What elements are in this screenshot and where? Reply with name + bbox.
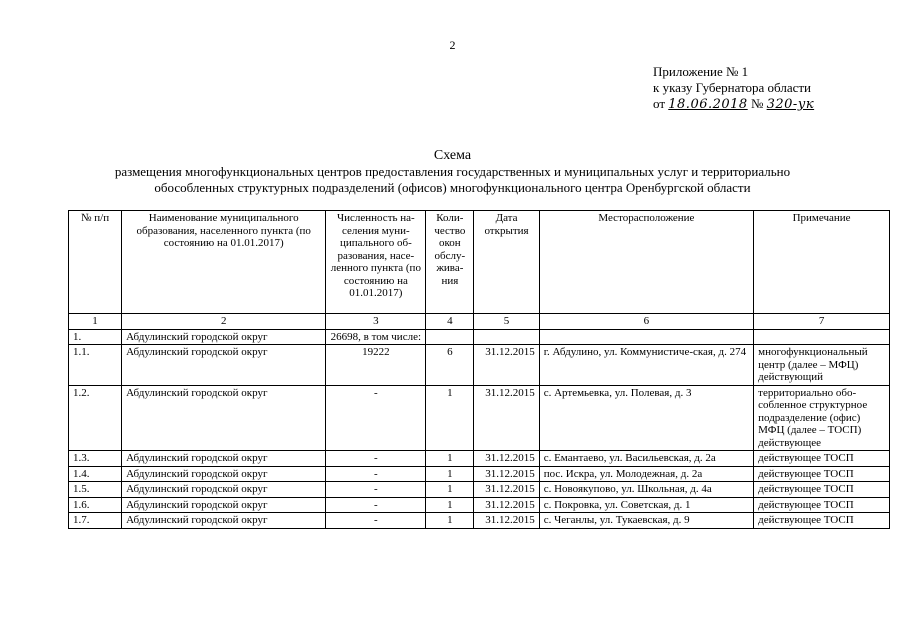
row-name: Абдулинский городской округ (122, 482, 326, 498)
row-date: 31.12.2015 (474, 466, 539, 482)
row-num: 1.7. (69, 513, 122, 529)
row-note: действующее ТОСП (754, 513, 890, 529)
row-windows: 1 (426, 482, 474, 498)
row-location: пос. Искра, ул. Молодежная, д. 2а (539, 466, 753, 482)
colnum-1: 1 (69, 314, 122, 330)
row-num: 1.1. (69, 345, 122, 386)
row-num: 1. (69, 329, 122, 345)
row-name: Абдулинский городской округ (122, 497, 326, 513)
header-note: Примечание (754, 211, 890, 314)
table-row (69, 345, 890, 386)
row-location: г. Абдулино, ул. Коммунистиче-ская, д. 274 (539, 345, 753, 386)
row-num: 1.4. (69, 466, 122, 482)
row-note: территориально обо-собленное структурное подразделение (офис) МФЦ (далее – ТОСП) действующее (754, 385, 890, 451)
row-name: Абдулинский городской округ (122, 385, 326, 451)
row-population: - (326, 482, 426, 498)
table-row (69, 466, 890, 482)
appendix-title: Приложение № 1 (653, 64, 749, 79)
row-note: действующее ТОСП (754, 497, 890, 513)
colnum-5: 5 (474, 314, 539, 330)
header-date: Дата открытия (474, 211, 539, 314)
row-date: 31.12.2015 (474, 385, 539, 451)
row-date: 31.12.2015 (474, 497, 539, 513)
appendix-block (653, 64, 814, 113)
row-name: Абдулинский городской округ (122, 329, 326, 345)
title-heading: Схема (433, 148, 472, 163)
row-name: Абдулинский городской округ (122, 345, 326, 386)
row-date: 31.12.2015 (474, 451, 539, 467)
table-row (69, 451, 890, 467)
colnum-6: 6 (539, 314, 753, 330)
row-num: 1.3. (69, 451, 122, 467)
row-name: Абдулинский городской округ (122, 451, 326, 467)
row-population: - (326, 497, 426, 513)
row-population: - (326, 513, 426, 529)
row-note: действующее ТОСП (754, 451, 890, 467)
row-name: Абдулинский городской округ (122, 466, 326, 482)
row-name: Абдулинский городской округ (122, 513, 326, 529)
row-population: 26698, в том числе: (326, 329, 426, 345)
colnum-7: 7 (754, 314, 890, 330)
header-windows: Коли-чество окон обслу-жива-ния (426, 211, 474, 314)
table-header-row (69, 211, 890, 314)
mfc-table (68, 210, 890, 529)
from-label: от (653, 96, 666, 111)
colnum-3: 3 (326, 314, 426, 330)
title-line-3: обособленных структурных подразделений (офисов) многофункционального центра Оренбургской области (154, 180, 751, 195)
colnum-4: 4 (426, 314, 474, 330)
row-location: с. Чеганлы, ул. Тукаевская, д. 9 (539, 513, 753, 529)
header-population: Численность на-селения муни-ципального об-разования, насе-ленного пункта (по состоянию на 01.01.2017) (326, 211, 426, 314)
handwritten-date: 18.06.2018 (668, 97, 748, 112)
row-date: 31.12.2015 (474, 345, 539, 386)
appendix-subtitle: к указу Губернатора области (653, 80, 812, 95)
table-row (69, 497, 890, 513)
row-windows: 6 (426, 345, 474, 386)
row-windows (426, 329, 474, 345)
row-date: 31.12.2015 (474, 482, 539, 498)
row-location: с. Покровка, ул. Советская, д. 1 (539, 497, 753, 513)
row-windows: 1 (426, 466, 474, 482)
row-windows: 1 (426, 451, 474, 467)
row-date: 31.12.2015 (474, 513, 539, 529)
row-location: с. Новоякупово, ул. Школьная, д. 4а (539, 482, 753, 498)
header-name: Наименование муниципального образования, населенного пункта (по состоянию на 01.01.2017) (122, 211, 326, 314)
header-location: Месторасположение (539, 211, 753, 314)
row-windows: 1 (426, 497, 474, 513)
row-note: действующее ТОСП (754, 482, 890, 498)
row-num: 1.2. (69, 385, 122, 451)
row-population: 19222 (326, 345, 426, 386)
row-num: 1.6. (69, 497, 122, 513)
table-row (69, 513, 890, 529)
page-number: 2 (449, 38, 456, 52)
row-date (474, 329, 539, 345)
table-row (69, 482, 890, 498)
row-population: - (326, 466, 426, 482)
row-note: действующее ТОСП (754, 466, 890, 482)
row-location (539, 329, 753, 345)
column-number-row (69, 314, 890, 330)
row-note (754, 329, 890, 345)
title-line-2: размещения многофункциональных центров предоставления государственных и муниципальных услуг и территориально (114, 164, 791, 179)
handwritten-number: 320-ук (766, 97, 815, 112)
row-population: - (326, 385, 426, 451)
table-row (69, 329, 890, 345)
row-num: 1.5. (69, 482, 122, 498)
row-windows: 1 (426, 385, 474, 451)
header-num: № п/п (69, 211, 122, 314)
row-location: с. Емантаево, ул. Васильевская, д. 2а (539, 451, 753, 467)
row-note: многофункциональный центр (далее – МФЦ) действующий (754, 345, 890, 386)
row-location: с. Артемьевка, ул. Полевая, д. 3 (539, 385, 753, 451)
row-population: - (326, 451, 426, 467)
table-row (69, 385, 890, 451)
appendix-date-line (653, 96, 814, 113)
row-windows: 1 (426, 513, 474, 529)
colnum-2: 2 (122, 314, 326, 330)
number-label: № (750, 96, 764, 111)
document-title (0, 148, 905, 196)
